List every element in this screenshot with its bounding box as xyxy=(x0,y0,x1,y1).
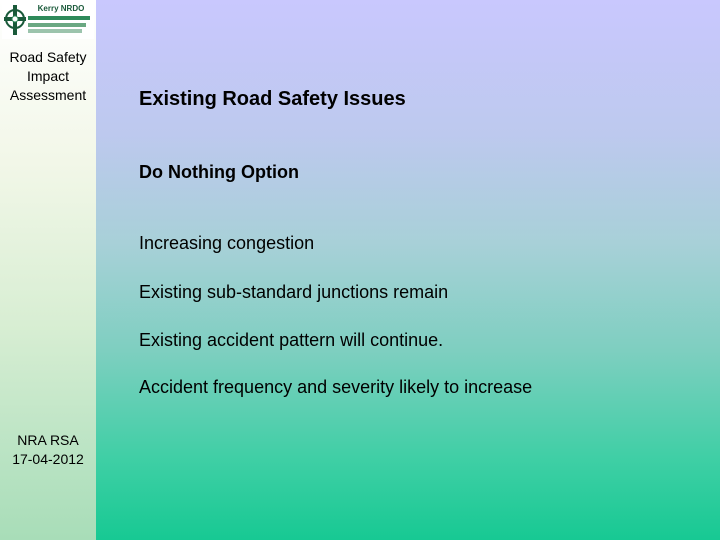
slide-content-area xyxy=(96,0,720,540)
bullet-item: Existing accident pattern will continue. xyxy=(139,330,444,350)
logo-subtitle-line xyxy=(28,16,90,20)
logo xyxy=(2,2,94,39)
sidebar xyxy=(0,0,96,540)
bullet-item: Existing sub-standard junctions remain xyxy=(139,282,449,302)
sidebar-footer-line: NRA RSA xyxy=(17,432,79,448)
celtic-cross-logo-icon xyxy=(2,2,28,39)
bullet-item: Accident frequency and severity likely to increase xyxy=(139,377,533,397)
logo-title: Kerry NRDO xyxy=(37,4,85,13)
sidebar-footer xyxy=(0,431,96,469)
slide-heading: Existing Road Safety Issues xyxy=(139,88,406,110)
logo-tagline-line xyxy=(28,23,86,27)
logo-tagline-line xyxy=(28,29,82,33)
sidebar-footer-line: 17-04-2012 xyxy=(12,451,84,467)
bullet-item: Increasing congestion xyxy=(139,233,315,253)
sidebar-title-line: Assessment xyxy=(9,87,87,103)
sidebar-title-line: Impact xyxy=(26,68,69,84)
slide-subheading: Do Nothing Option xyxy=(139,162,299,182)
sidebar-title xyxy=(0,48,96,105)
sidebar-title-line: Road Safety xyxy=(9,49,87,65)
